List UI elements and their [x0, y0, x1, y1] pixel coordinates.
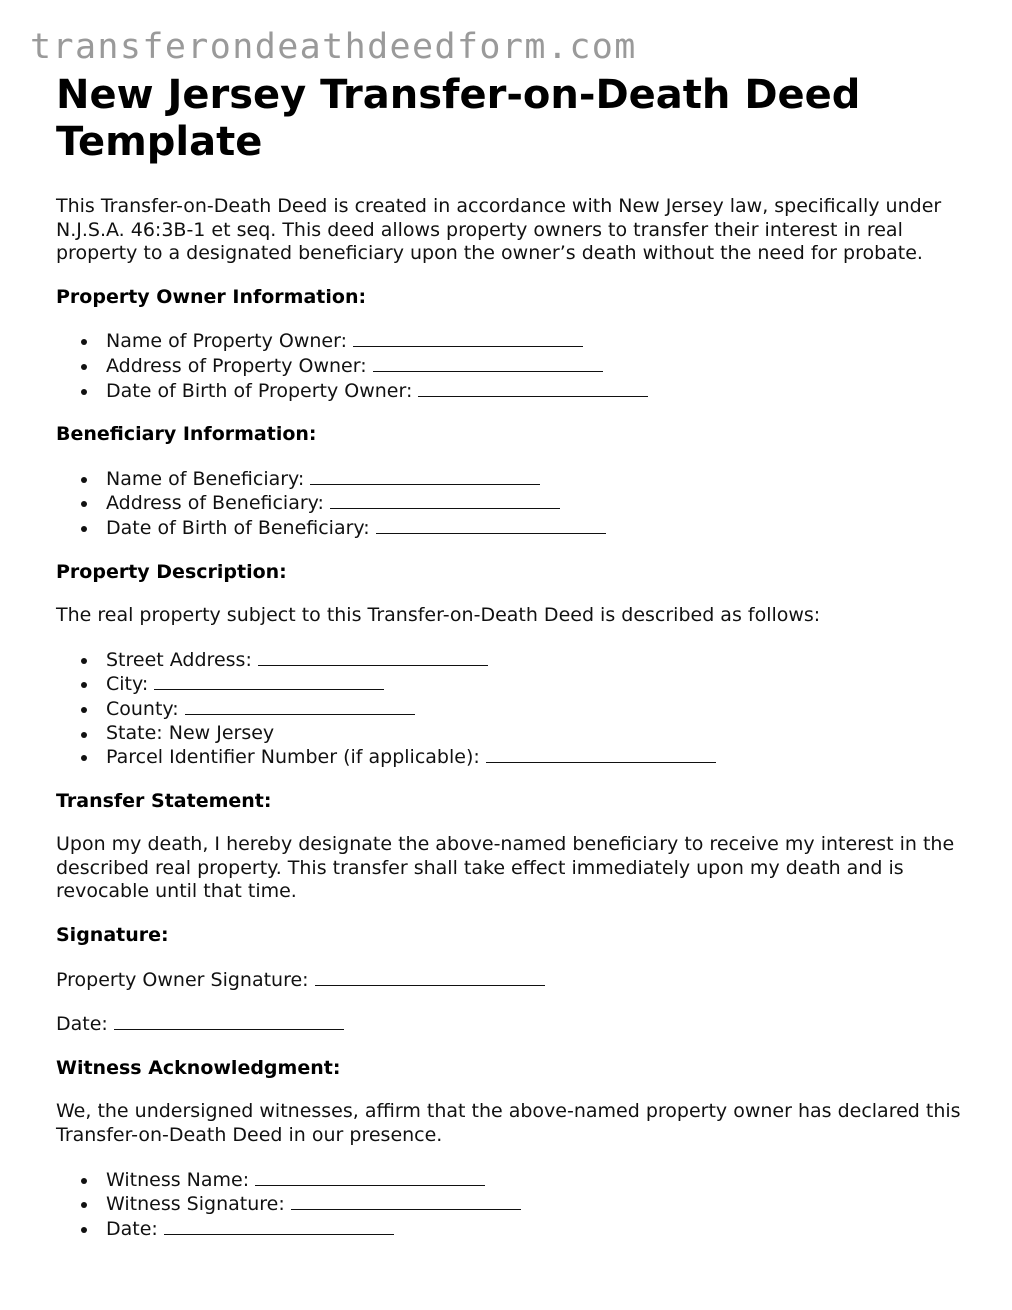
witness-paragraph: We, the undersigned witnesses, affirm that the above-named property owner has declared this Transfer-on-Death Deed in our presence. — [56, 1100, 961, 1147]
list-item — [106, 722, 976, 746]
field-label: Date: — [106, 1217, 158, 1240]
document-body — [56, 72, 976, 1241]
beneficiary-name-blank[interactable] — [310, 467, 540, 485]
witness-date-blank[interactable] — [164, 1217, 394, 1235]
list-item — [106, 329, 976, 354]
transfer-section-heading: Transfer Statement: — [56, 789, 272, 812]
signature-date-line — [56, 1012, 976, 1037]
owner-signature-blank[interactable] — [315, 968, 545, 986]
field-label: Date: — [56, 1013, 108, 1036]
property-lead-paragraph: The real property subject to this Transfer-on-Death Deed is described as follows: — [56, 604, 821, 627]
list-item — [106, 467, 976, 492]
county-blank[interactable] — [185, 697, 415, 715]
owner-signature-line — [56, 968, 976, 993]
list-item — [106, 672, 976, 697]
owner-section-heading: Property Owner Information: — [56, 285, 367, 308]
beneficiary-field-list — [56, 467, 976, 541]
field-label: Property Owner Signature: — [56, 968, 309, 991]
signature-date-blank[interactable] — [114, 1012, 344, 1030]
list-item — [106, 697, 976, 722]
list-item — [106, 354, 976, 379]
field-label: Name of Beneficiary: — [106, 467, 305, 490]
field-label: Witness Name: — [106, 1168, 250, 1191]
city-blank[interactable] — [154, 672, 384, 690]
list-item — [106, 516, 976, 541]
field-label: Parcel Identifier Number (if applicable): — [106, 746, 480, 769]
list-item — [106, 1217, 976, 1242]
transfer-statement-paragraph: Upon my death, I hereby designate the above-named beneficiary to receive my interest in the described real property. This transfer shall take effect immediately upon my death and is revocable until that time. — [56, 833, 955, 903]
property-field-list — [56, 648, 976, 770]
parcel-number-blank[interactable] — [486, 745, 716, 763]
field-label: County: — [106, 697, 179, 720]
list-item — [106, 491, 976, 516]
field-label: City: — [106, 673, 149, 696]
owner-address-blank[interactable] — [373, 354, 603, 372]
document-title: New Jersey Transfer-on-Death Deed Template — [56, 72, 861, 165]
beneficiary-section-heading: Beneficiary Information: — [56, 423, 317, 446]
witness-name-blank[interactable] — [255, 1168, 485, 1186]
field-label: Address of Property Owner: — [106, 354, 367, 377]
field-label: Date of Birth of Beneficiary: — [106, 516, 370, 539]
intro-paragraph: This Transfer-on-Death Deed is created in accordance with New Jersey law, specifically under N.J.S.A. 46:3B-1 et seq. This deed allows property owners to transfer their interest in real property to a designated beneficiary upon the owner’s death without the need for probate. — [56, 195, 942, 265]
field-label: Name of Property Owner: — [106, 330, 347, 353]
list-item — [106, 745, 976, 770]
street-address-blank[interactable] — [258, 648, 488, 666]
list-item — [106, 1192, 976, 1217]
signature-section-heading: Signature: — [56, 924, 169, 947]
property-section-heading: Property Description: — [56, 560, 287, 583]
field-label: Street Address: — [106, 648, 252, 671]
watermark-text: transferondeathdeedform.com — [30, 27, 637, 67]
witness-field-list — [56, 1168, 976, 1242]
list-item — [106, 1168, 976, 1193]
list-item — [106, 648, 976, 673]
field-label: Witness Signature: — [106, 1193, 285, 1216]
owner-name-blank[interactable] — [353, 329, 583, 347]
beneficiary-address-blank[interactable] — [330, 491, 560, 509]
witness-signature-blank[interactable] — [291, 1192, 521, 1210]
field-label: Date of Birth of Property Owner: — [106, 379, 413, 402]
list-item — [106, 379, 976, 404]
field-label: Address of Beneficiary: — [106, 492, 324, 515]
owner-field-list — [56, 329, 976, 403]
state-value: State: New Jersey — [106, 721, 275, 744]
witness-section-heading: Witness Acknowledgment: — [56, 1056, 341, 1079]
owner-dob-blank[interactable] — [418, 379, 648, 397]
beneficiary-dob-blank[interactable] — [376, 516, 606, 534]
